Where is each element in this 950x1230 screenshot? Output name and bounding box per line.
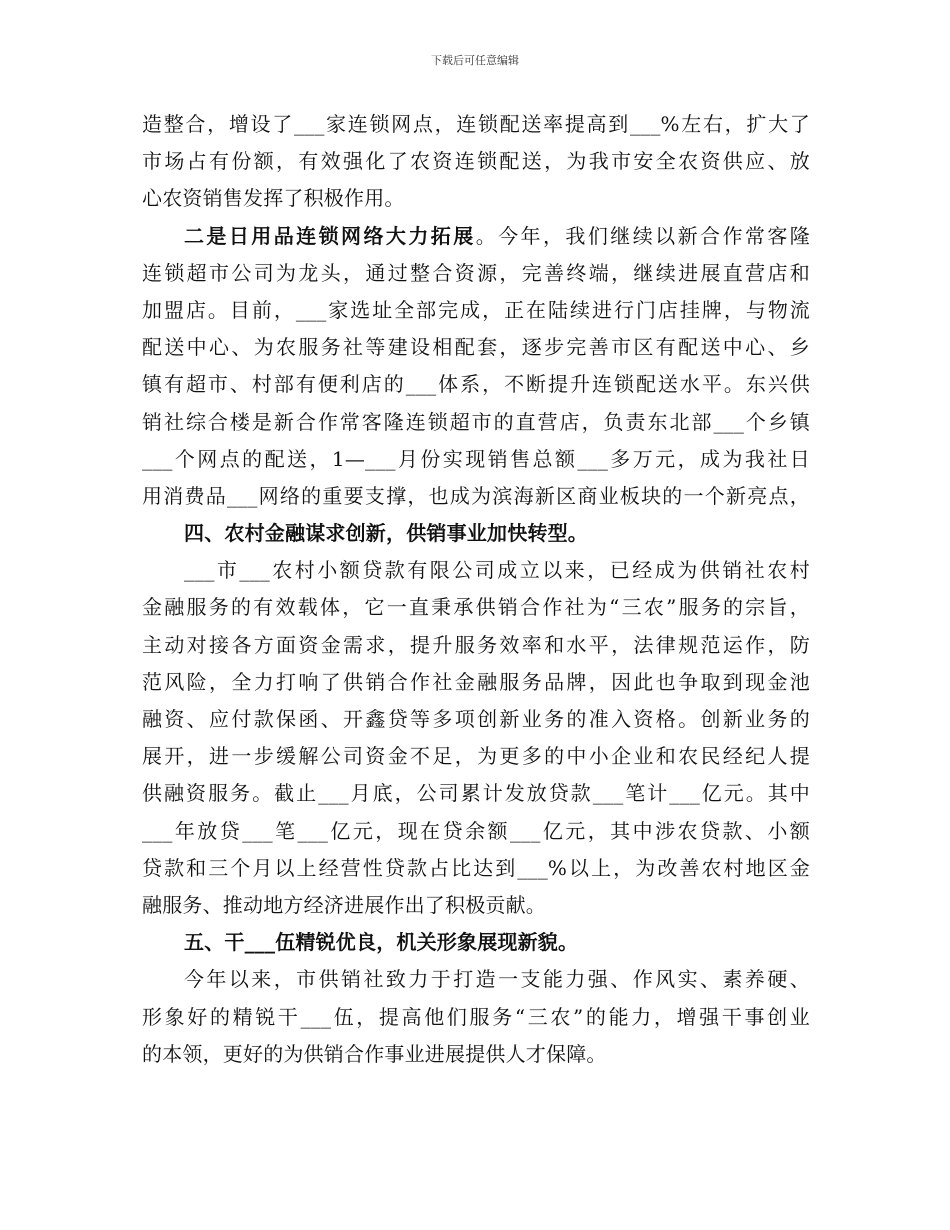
- bold-text: 五、干___伍精锐优良，机关形象展现新貌。: [184, 930, 579, 955]
- text-line: [142, 552, 810, 589]
- text-line: [142, 143, 810, 180]
- text-line: [142, 924, 810, 961]
- text-line: [142, 478, 810, 515]
- text-line: [142, 106, 810, 143]
- text-line: [142, 627, 810, 664]
- text-line: [142, 441, 810, 478]
- body-text: 展开，进一步缓解公司资金不足，为更多的中小企业和农民经纪人提: [142, 744, 810, 769]
- body-text: 今年以来，市供销社致力于打造一支能力强、作风实、素养硬、: [184, 967, 810, 992]
- body-text: 融资、应付款保函、开鑫贷等多项创新业务的准入资格。创新业务的: [142, 707, 810, 731]
- body-text: 加盟店。目前，___家选址全部完成，正在陆续进行门店挂牌，与物流: [142, 297, 810, 322]
- body-text: 销社综合楼是新合作常客隆连锁超市的直营店，负责东北部___个乡镇: [142, 409, 810, 434]
- body-text: 镇有超市、村部有便利店的___体系，不断提升连锁配送水平。东兴供: [142, 372, 810, 397]
- text-line: [142, 850, 810, 887]
- text-line: [142, 701, 810, 738]
- text-line: [142, 180, 810, 217]
- body-text: 连锁超市公司为龙头，通过整合资源，完善终端，继续进展直营店和: [142, 260, 810, 285]
- text-line: [142, 255, 810, 292]
- body-text: 融服务、推动地方经济进展作出了积极贡献。: [142, 892, 546, 917]
- text-line: [142, 1036, 810, 1073]
- body-text: 主动对接各方面资金需求，提升服务效率和水平，法律规范运作，防: [142, 632, 810, 657]
- body-text: 金融服务的有效载体，它一直秉承供销合作社为“三农”服务的宗旨，: [142, 595, 810, 620]
- body-text: 供融资服务。截止___月底，公司累计发放贷款___笔计___亿元。其中: [142, 781, 810, 806]
- text-line: [142, 292, 810, 329]
- text-line: [142, 404, 810, 441]
- text-line: [142, 589, 810, 626]
- body-text: 贷款和三个月以上经营性贷款占比达到___%以上，为改善农村地区金: [142, 855, 810, 880]
- body-text: 市场占有份额，有效强化了农资连锁配送，为我市安全农资供应、放: [142, 149, 810, 174]
- text-line: [142, 329, 810, 366]
- text-line: [142, 999, 810, 1036]
- body-text: 心农资销售发挥了积极作用。: [142, 186, 405, 211]
- body-text: 形象好的精锐干___伍，提高他们服务“三农”的能力，增强干事创业: [142, 1004, 810, 1029]
- body-text: 范风险，全力打响了供销合作社金融服务品牌，因此也争取到现金池: [142, 669, 810, 694]
- body-text: 用消费品___网络的重要支撑，也成为滨海新区商业板块的一个新亮点，: [142, 483, 810, 508]
- text-line: [142, 775, 810, 812]
- bold-text: 四、农村金融谋求创新，供销事业加快转型。: [184, 521, 588, 546]
- document-body: [142, 106, 810, 1073]
- text-line: [142, 738, 810, 775]
- text-line: [142, 813, 810, 850]
- page-header: 下载后可任意编辑: [431, 54, 519, 67]
- text-line: [142, 664, 810, 701]
- text-line: [142, 515, 810, 552]
- text-line: [142, 366, 810, 403]
- body-text: 配送中心、为农服务社等建设相配套，逐步完善市区有配送中心、乡: [142, 335, 810, 360]
- body-text: 造整合，增设了___家连锁网点，连锁配送率提高到___%左右，扩大了: [142, 112, 810, 136]
- text-line: [142, 961, 810, 998]
- body-text: ___年放贷___笔___亿元，现在贷余额___亿元，其中涉农贷款、小额: [142, 818, 810, 843]
- body-text: 。今年，我们继续以新合作常客隆: [475, 223, 810, 248]
- body-text: 的本领，更好的为供销合作事业进展提供人才保障。: [142, 1041, 607, 1066]
- text-line: [142, 887, 810, 924]
- body-text: ___个网点的配送，1—___月份实现销售总额___多万元，成为我社日: [142, 446, 810, 471]
- text-line: [142, 218, 810, 255]
- bold-text: 二是日用品连锁网络大力拓展: [184, 223, 476, 248]
- body-text: ___市___农村小额贷款有限公司成立以来，已经成为供销社农村: [184, 558, 810, 583]
